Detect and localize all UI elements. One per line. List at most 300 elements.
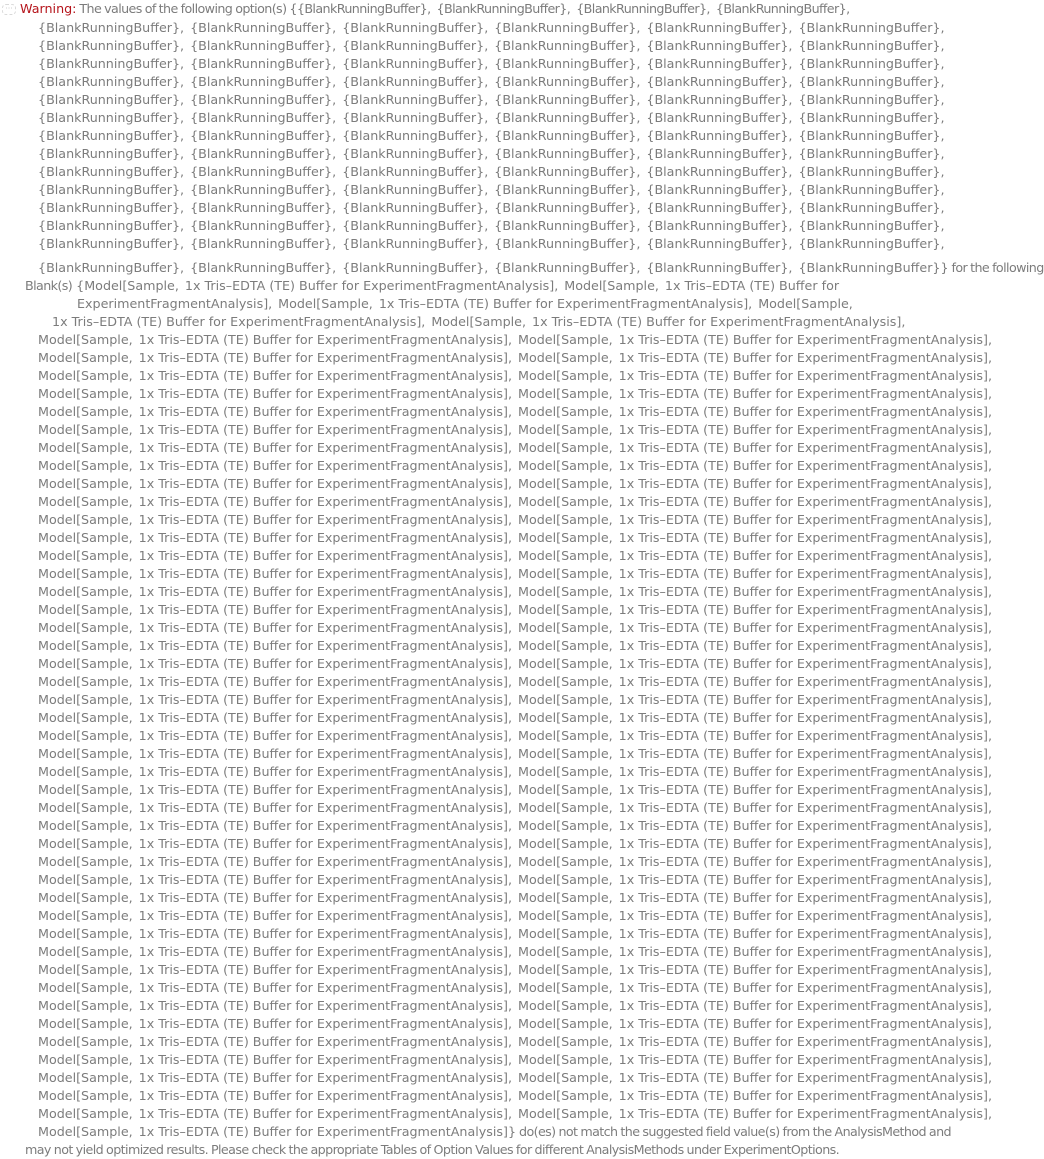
list-brace: } — [940, 260, 949, 275]
option-value: {BlankRunningBuffer} — [494, 200, 637, 215]
model-head: Model — [38, 494, 77, 509]
model-type: Sample, — [561, 1034, 613, 1049]
model-name: 1x Tris–EDTA (TE) Buffer for ExperimentFragmentAnalysis — [618, 782, 984, 797]
option-value: {BlankRunningBuffer} — [494, 128, 637, 143]
model-head: Model — [38, 566, 77, 581]
model-type: Sample, — [81, 782, 133, 797]
message-line: Model[Sample, 1x Tris–EDTA (TE) Buffer for ExperimentFragmentAnalysis], Model[Sample, 1x Tris–EDTA (TE) Buffer for ExperimentFragmentAnalysis], — [38, 1070, 993, 1085]
model-name: 1x Tris–EDTA (TE) Buffer for ExperimentFragmentAnalysis — [618, 1088, 984, 1103]
message-line — [0, 1141, 839, 1159]
model-head: Model — [518, 386, 557, 401]
ellipsis-icon[interactable]: ··· — [2, 4, 16, 15]
model-head: Model — [518, 710, 557, 725]
option-value: {BlankRunningBuffer} — [190, 110, 333, 125]
message-line: {BlankRunningBuffer}, {BlankRunningBuffer}, {BlankRunningBuffer}, {BlankRunningBuffer}, {BlankRunningBuffer}, {BlankRunningBuffer}, — [38, 164, 945, 179]
option-value: {BlankRunningBuffer} — [38, 56, 181, 71]
option-value: {BlankRunningBuffer} — [342, 146, 485, 161]
model-head: Model — [278, 296, 317, 311]
model-head: Model — [38, 548, 77, 563]
model-name: 1x Tris–EDTA (TE) Buffer for ExperimentFragmentAnalysis — [618, 1016, 984, 1031]
option-value: {BlankRunningBuffer} — [342, 74, 485, 89]
option-value: {BlankRunningBuffer} — [190, 56, 333, 71]
model-type: Sample, — [81, 692, 133, 707]
option-value: {BlankRunningBuffer} — [494, 182, 637, 197]
option-value: {BlankRunningBuffer} — [798, 146, 941, 161]
message-line: Model[Sample, 1x Tris–EDTA (TE) Buffer for ExperimentFragmentAnalysis], Model[Sample, 1x Tris–EDTA (TE) Buffer for ExperimentFragmentAnalysis], — [38, 458, 993, 473]
model-head: Model — [38, 890, 77, 905]
option-value: {BlankRunningBuffer} — [342, 92, 485, 107]
model-type: Sample, — [561, 602, 613, 617]
model-head: Model — [38, 854, 77, 869]
model-head: Model — [38, 458, 77, 473]
model-type: Sample, — [81, 584, 133, 599]
message-line: Model[Sample, 1x Tris–EDTA (TE) Buffer for ExperimentFragmentAnalysis], Model[Sample, 1x Tris–EDTA (TE) Buffer for ExperimentFragmentAnalysis], — [38, 926, 993, 941]
model-type: Sample, — [561, 458, 613, 473]
list-brace: { — [76, 278, 85, 293]
model-head: Model — [38, 818, 77, 833]
option-value: {BlankRunningBuffer} — [798, 236, 941, 251]
model-head: Model — [518, 1070, 557, 1085]
model-type: Sample, — [561, 800, 613, 815]
model-head: Model — [431, 314, 470, 329]
model-head: Model — [38, 1124, 77, 1139]
model-type: Sample, — [81, 836, 133, 851]
model-type: Sample, — [81, 620, 133, 635]
option-value: {BlankRunningBuffer} — [646, 128, 789, 143]
model-type: Sample, — [561, 1070, 613, 1085]
model-head: Model — [518, 890, 557, 905]
model-head: Model — [518, 926, 557, 941]
model-type: Sample, — [81, 746, 133, 761]
option-value: {BlankRunningBuffer} — [342, 236, 485, 251]
model-type: Sample, — [561, 890, 613, 905]
model-head: Model — [38, 800, 77, 815]
option-value: {BlankRunningBuffer} — [342, 218, 485, 233]
model-head: Model — [38, 764, 77, 779]
message-line: Model[Sample, 1x Tris–EDTA (TE) Buffer for ExperimentFragmentAnalysis], Model[Sample, 1x Tris–EDTA (TE) Buffer for ExperimentFragmentAnalysis], — [38, 872, 993, 887]
model-name: 1x Tris–EDTA (TE) Buffer for ExperimentFragmentAnalysis — [618, 656, 984, 671]
model-name: 1x Tris–EDTA (TE) Buffer for ExperimentFragmentAnalysis — [138, 440, 504, 455]
model-type: Sample, — [561, 386, 613, 401]
message-line: Model[Sample, 1x Tris–EDTA (TE) Buffer for ExperimentFragmentAnalysis], Model[Sample, 1x Tris–EDTA (TE) Buffer for ExperimentFragmentAnalysis], — [38, 836, 993, 851]
model-type: Sample, — [561, 332, 613, 347]
model-name: 1x Tris–EDTA (TE) Buffer for ExperimentFragmentAnalysis — [138, 530, 504, 545]
model-head: Model — [518, 440, 557, 455]
model-type: Sample, — [81, 818, 133, 833]
message-line: Model[Sample, 1x Tris–EDTA (TE) Buffer for ExperimentFragmentAnalysis], Model[Sample, 1x Tris–EDTA (TE) Buffer for ExperimentFragmentAnalysis], — [38, 566, 993, 581]
message-line: Model[Sample, 1x Tris–EDTA (TE) Buffer for ExperimentFragmentAnalysis], Model[Sample, 1x Tris–EDTA (TE) Buffer for ExperimentFragmentAnalysis], — [38, 350, 993, 365]
model-type: Sample, — [561, 548, 613, 563]
option-value: {BlankRunningBuffer} — [494, 38, 637, 53]
model-head: Model — [38, 386, 77, 401]
message-line: Model[Sample, 1x Tris–EDTA (TE) Buffer for ExperimentFragmentAnalysis], Model[Sample, 1x Tris–EDTA (TE) Buffer for ExperimentFragmentAnalysis], — [38, 332, 993, 347]
model-name: 1x Tris–EDTA (TE) Buffer for ExperimentFragmentAnalysis — [618, 818, 984, 833]
model-type: Sample, — [81, 854, 133, 869]
model-head: Model — [38, 404, 77, 419]
model-head: Model — [518, 422, 557, 437]
model-name: 1x Tris–EDTA (TE) Buffer for ExperimentFragmentAnalysis — [52, 314, 417, 329]
option-value: {BlankRunningBuffer} — [190, 182, 333, 197]
option-value: {BlankRunningBuffer} — [798, 260, 941, 275]
model-head: Model — [38, 728, 77, 743]
model-name: 1x Tris–EDTA (TE) Buffer for ExperimentFragmentAnalysis — [618, 926, 984, 941]
model-type: Sample, — [561, 674, 613, 689]
model-name: 1x Tris–EDTA (TE) Buffer for ExperimentFragmentAnalysis — [618, 890, 984, 905]
model-name: 1x Tris–EDTA (TE) Buffer for ExperimentFragmentAnalysis — [618, 800, 984, 815]
model-type: Sample, — [561, 1052, 613, 1067]
model-head: Model — [518, 728, 557, 743]
model-head: Model — [84, 278, 123, 293]
model-head: Model — [518, 692, 557, 707]
blank-label-text: Blank(s) — [25, 278, 73, 293]
model-type: Sample, — [561, 926, 613, 941]
model-head: Model — [38, 350, 77, 365]
model-type: Sample, — [81, 728, 133, 743]
option-value: {BlankRunningBuffer} — [798, 74, 941, 89]
model-head: Model — [38, 782, 77, 797]
model-head: Model — [38, 944, 77, 959]
option-value: {BlankRunningBuffer} — [190, 92, 333, 107]
model-name: 1x Tris–EDTA (TE) Buffer for ExperimentFragmentAnalysis — [618, 584, 984, 599]
model-name: 1x Tris–EDTA (TE) Buffer for ExperimentFragmentAnalysis — [618, 1106, 984, 1121]
model-head: Model — [518, 494, 557, 509]
option-value: {BlankRunningBuffer} — [576, 1, 707, 16]
model-name: 1x Tris–EDTA (TE) Buffer for ExperimentFragmentAnalysis — [378, 296, 744, 311]
model-name: 1x Tris–EDTA (TE) Buffer for ExperimentFragmentAnalysis — [138, 1052, 504, 1067]
option-value: {BlankRunningBuffer} — [342, 20, 485, 35]
model-head: Model — [38, 1070, 77, 1085]
option-value: {BlankRunningBuffer} — [494, 20, 637, 35]
message-line: Model[Sample, 1x Tris–EDTA (TE) Buffer for ExperimentFragmentAnalysis], Model[Sample, 1x Tris–EDTA (TE) Buffer for ExperimentFragmentAnalysis], — [38, 584, 993, 599]
list-brace: } — [507, 1124, 517, 1139]
model-head: Model — [518, 332, 557, 347]
model-type: Sample, — [81, 674, 133, 689]
option-value: {BlankRunningBuffer} — [494, 218, 637, 233]
model-head: Model — [518, 530, 557, 545]
model-type: Sample, — [561, 1106, 613, 1121]
message-line: Model[Sample, 1x Tris–EDTA (TE) Buffer for ExperimentFragmentAnalysis], Model[Sample, 1x Tris–EDTA (TE) Buffer for ExperimentFragmentAnalysis], — [38, 692, 993, 707]
option-value: {BlankRunningBuffer} — [646, 92, 789, 107]
model-type: Sample, — [81, 1016, 133, 1031]
message-conclusion-text: may not yield optimized results. Please check the appropriate Tables of Option Values for different AnalysisMethods under ExperimentOptions. — [25, 1142, 840, 1157]
model-name: 1x Tris–EDTA (TE) Buffer for ExperimentFragmentAnalysis — [138, 836, 504, 851]
model-name: 1x Tris–EDTA (TE) Buffer for ExperimentFragmentAnalysis — [138, 908, 504, 923]
option-value: {BlankRunningBuffer} — [190, 236, 333, 251]
model-type: Sample, — [81, 404, 133, 419]
message-line: Model[Sample, 1x Tris–EDTA (TE) Buffer for ExperimentFragmentAnalysis], Model[Sample, 1x Tris–EDTA (TE) Buffer for ExperimentFragmentAnalysis], — [38, 656, 993, 671]
message-line: Model[Sample, 1x Tris–EDTA (TE) Buffer for ExperimentFragmentAnalysis], Model[Sample, 1x Tris–EDTA (TE) Buffer for ExperimentFragmentAnalysis], — [38, 800, 993, 815]
option-value: {BlankRunningBuffer} — [798, 218, 941, 233]
option-value: {BlankRunningBuffer} — [646, 20, 789, 35]
option-value: {BlankRunningBuffer} — [190, 74, 333, 89]
option-value: {BlankRunningBuffer} — [38, 200, 181, 215]
model-type: Sample, — [561, 476, 613, 491]
model-type: Sample, — [81, 638, 133, 653]
model-head: Model — [518, 1106, 557, 1121]
model-name: 1x Tris–EDTA (TE) Buffer for ExperimentFragmentAnalysis — [618, 1070, 984, 1085]
model-head: Model — [38, 1034, 77, 1049]
model-head: Model — [518, 944, 557, 959]
message-line: {BlankRunningBuffer}, {BlankRunningBuffer}, {BlankRunningBuffer}, {BlankRunningBuffer}, {BlankRunningBuffer}, {BlankRunningBuffer}, — [38, 38, 945, 53]
message-line: {BlankRunningBuffer}, {BlankRunningBuffer}, {BlankRunningBuffer}, {BlankRunningBuffer}, {BlankRunningBuffer}, {BlankRunningBuffer}} for the following — [38, 260, 1044, 275]
option-value: {BlankRunningBuffer} — [190, 146, 333, 161]
model-head: Model — [518, 512, 557, 527]
model-name: 1x Tris–EDTA (TE) Buffer for ExperimentFragmentAnalysis — [618, 944, 984, 959]
message-line: {BlankRunningBuffer}, {BlankRunningBuffer}, {BlankRunningBuffer}, {BlankRunningBuffer}, {BlankRunningBuffer}, {BlankRunningBuffer}, — [38, 146, 945, 161]
option-value: {BlankRunningBuffer} — [494, 236, 637, 251]
model-type: Sample, — [81, 350, 133, 365]
model-type: Sample, — [81, 548, 133, 563]
model-type: Sample, — [561, 1016, 613, 1031]
model-name: 1x Tris–EDTA (TE) Buffer for ExperimentFragmentAnalysis — [618, 548, 984, 563]
model-name: 1x Tris–EDTA (TE) Buffer for ExperimentFragmentAnalysis — [138, 350, 504, 365]
option-value: {BlankRunningBuffer} — [190, 20, 333, 35]
model-name: 1x Tris–EDTA (TE) Buffer for ExperimentFragmentAnalysis — [618, 674, 984, 689]
option-value: {BlankRunningBuffer} — [342, 56, 485, 71]
model-type: Sample, — [561, 350, 613, 365]
message-line: Model[Sample, 1x Tris–EDTA (TE) Buffer for ExperimentFragmentAnalysis], Model[Sample, 1x Tris–EDTA (TE) Buffer for ExperimentFragmentAnalysis], — [38, 674, 993, 689]
model-head: Model — [518, 854, 557, 869]
list-brace: { — [289, 1, 297, 16]
model-name: 1x Tris–EDTA (TE) Buffer for ExperimentFragmentAnalysis — [618, 512, 984, 527]
message-line: Model[Sample, 1x Tris–EDTA (TE) Buffer for ExperimentFragmentAnalysis], Model[Sample, 1x Tris–EDTA (TE) Buffer for ExperimentFragmentAnalysis], — [38, 782, 993, 797]
message-line: Model[Sample, 1x Tris–EDTA (TE) Buffer for ExperimentFragmentAnalysis], Model[Sample, 1x Tris–EDTA (TE) Buffer for ExperimentFragmentAnalysis], — [38, 386, 993, 401]
message-line: {BlankRunningBuffer}, {BlankRunningBuffer}, {BlankRunningBuffer}, {BlankRunningBuffer}, {BlankRunningBuffer}, {BlankRunningBuffer}, — [38, 200, 945, 215]
model-name: 1x Tris–EDTA (TE) Buffer for ExperimentFragmentAnalysis — [138, 710, 504, 725]
model-name: 1x Tris–EDTA (TE) Buffer for ExperimentFragmentAnalysis — [138, 692, 504, 707]
model-name: 1x Tris–EDTA (TE) Buffer for ExperimentFragmentAnalysis — [618, 530, 984, 545]
model-head: Model — [518, 656, 557, 671]
model-head: Model — [38, 980, 77, 995]
model-name: 1x Tris–EDTA (TE) Buffer for ExperimentFragmentAnalysis — [618, 908, 984, 923]
message-line: Model[Sample, 1x Tris–EDTA (TE) Buffer for ExperimentFragmentAnalysis], Model[Sample, 1x Tris–EDTA (TE) Buffer for ExperimentFragmentAnalysis], — [38, 1034, 993, 1049]
option-value: {BlankRunningBuffer} — [342, 164, 485, 179]
message-intro: The values of the following option(s) — [79, 1, 287, 16]
model-head: Model — [518, 1088, 557, 1103]
option-value: {BlankRunningBuffer} — [342, 200, 485, 215]
model-name: 1x Tris–EDTA (TE) Buffer for ExperimentFragmentAnalysis — [138, 1124, 504, 1139]
option-value: {BlankRunningBuffer} — [38, 38, 181, 53]
model-name: 1x Tris–EDTA (TE) Buffer for ExperimentFragmentAnalysis — [138, 386, 504, 401]
model-name: 1x Tris–EDTA (TE) Buffer for ExperimentFragmentAnalysis — [138, 476, 504, 491]
model-type: Sample, — [561, 962, 613, 977]
model-type: Sample, — [81, 368, 133, 383]
message-line: Model[Sample, 1x Tris–EDTA (TE) Buffer for ExperimentFragmentAnalysis], Model[Sample, 1x Tris–EDTA (TE) Buffer for ExperimentFragmentAnalysis], — [38, 530, 993, 545]
option-value: {BlankRunningBuffer} — [646, 236, 789, 251]
model-type: Sample, — [561, 998, 613, 1013]
option-value: {BlankRunningBuffer} — [646, 38, 789, 53]
blank-label — [25, 278, 72, 293]
message-line: ExperimentFragmentAnalysis], Model[Sample, 1x Tris–EDTA (TE) Buffer for ExperimentFragmentAnalysis], Model[Sample, — [77, 296, 853, 311]
message-line: Model[Sample, 1x Tris–EDTA (TE) Buffer for ExperimentFragmentAnalysis], Model[Sample, 1x Tris–EDTA (TE) Buffer for ExperimentFragmentAnalysis], — [38, 746, 993, 761]
message-line: {BlankRunningBuffer}, {BlankRunningBuffer}, {BlankRunningBuffer}, {BlankRunningBuffer}, {BlankRunningBuffer}, {BlankRunningBuffer}, — [38, 236, 945, 251]
model-name: 1x Tris–EDTA (TE) Buffer for ExperimentFragmentAnalysis — [618, 386, 984, 401]
message-line: Model[Sample, 1x Tris–EDTA (TE) Buffer for ExperimentFragmentAnalysis], Model[Sample, 1x Tris–EDTA (TE) Buffer for ExperimentFragmentAnalysis], — [38, 980, 993, 995]
model-type: Sample, — [127, 278, 179, 293]
message-line: Model[Sample, 1x Tris–EDTA (TE) Buffer for ExperimentFragmentAnalysis], Model[Sample, 1x Tris–EDTA (TE) Buffer for ExperimentFragmentAnalysis], — [38, 854, 993, 869]
model-name: 1x Tris–EDTA (TE) Buffer for ExperimentFragmentAnalysis — [138, 566, 504, 581]
message-line: {BlankRunningBuffer}, {BlankRunningBuffer}, {BlankRunningBuffer}, {BlankRunningBuffer}, {BlankRunningBuffer}, {BlankRunningBuffer}, — [38, 56, 945, 71]
model-name: 1x Tris–EDTA (TE) Buffer for ExperimentFragmentAnalysis — [618, 476, 984, 491]
model-type: Sample, — [561, 818, 613, 833]
message-line: Model[Sample, 1x Tris–EDTA (TE) Buffer for ExperimentFragmentAnalysis], Model[Sample, 1x Tris–EDTA (TE) Buffer for ExperimentFragmentAnalysis], — [38, 440, 993, 455]
model-name: 1x Tris–EDTA (TE) Buffer for ExperimentFragmentAnalysis — [618, 458, 984, 473]
message-line: Model[Sample, 1x Tris–EDTA (TE) Buffer for ExperimentFragmentAnalysis], Model[Sample, 1x Tris–EDTA (TE) Buffer for ExperimentFragmentAnalysis], — [38, 728, 993, 743]
model-type: Sample, — [81, 872, 133, 887]
option-value: {BlankRunningBuffer} — [296, 1, 428, 16]
model-name: 1x Tris–EDTA (TE) Buffer for ExperimentFragmentAnalysis — [618, 728, 984, 743]
model-type: Sample, — [561, 440, 613, 455]
option-value: {BlankRunningBuffer} — [190, 200, 333, 215]
model-name: 1x Tris–EDTA (TE) Buffer for ExperimentFragmentAnalysis — [618, 350, 984, 365]
message-line: {BlankRunningBuffer}, {BlankRunningBuffer}, {BlankRunningBuffer}, {BlankRunningBuffer}, {BlankRunningBuffer}, {BlankRunningBuffer}, — [38, 92, 945, 107]
option-value: {BlankRunningBuffer} — [342, 182, 485, 197]
model-name: 1x Tris–EDTA (TE) Buffer for ExperimentFragmentAnalysis — [138, 1034, 504, 1049]
model-name: 1x Tris–EDTA (TE) Buffer for ExperimentFragmentAnalysis — [138, 890, 504, 905]
model-type: Sample, — [561, 620, 613, 635]
option-value: {BlankRunningBuffer} — [342, 128, 485, 143]
model-name: 1x Tris–EDTA (TE) Buffer for ExperimentFragmentAnalysis — [138, 782, 504, 797]
model-name: 1x Tris–EDTA (TE) Buffer for ExperimentFragmentAnalysis — [138, 962, 504, 977]
model-type: Sample, — [81, 512, 133, 527]
model-type: Sample, — [561, 692, 613, 707]
model-type: Sample, — [81, 566, 133, 581]
model-name: 1x Tris–EDTA (TE) Buffer for ExperimentFragmentAnalysis — [138, 512, 504, 527]
model-head: Model — [38, 422, 77, 437]
option-value: {BlankRunningBuffer} — [798, 56, 941, 71]
model-name: 1x Tris–EDTA (TE) Buffer for ExperimentFragmentAnalysis — [618, 962, 984, 977]
model-name: 1x Tris–EDTA (TE) Buffer for ExperimentFragmentAnalysis — [618, 494, 984, 509]
model-type: Sample, — [81, 764, 133, 779]
model-type: Sample, — [81, 908, 133, 923]
option-value: {BlankRunningBuffer} — [38, 110, 181, 125]
model-type: Sample, — [561, 656, 613, 671]
model-head: Model — [518, 566, 557, 581]
message-line: Model[Sample, 1x Tris–EDTA (TE) Buffer for ExperimentFragmentAnalysis], Model[Sample, 1x Tris–EDTA (TE) Buffer for ExperimentFragmentAnalysis], — [38, 620, 993, 635]
model-name: 1x Tris–EDTA (TE) Buffer for ExperimentFragmentAnalysis — [138, 746, 504, 761]
model-head: Model — [518, 476, 557, 491]
model-name: 1x Tris–EDTA (TE) Buffer for ExperimentFragmentAnalysis — [138, 854, 504, 869]
message-conclusion — [516, 1124, 951, 1139]
model-head: Model — [38, 512, 77, 527]
message-line: Model[Sample, 1x Tris–EDTA (TE) Buffer for ExperimentFragmentAnalysis], Model[Sample, 1x Tris–EDTA (TE) Buffer for ExperimentFragmentAnalysis], — [38, 764, 993, 779]
model-type: Sample, — [607, 278, 659, 293]
model-head: Model — [518, 998, 557, 1013]
model-head: Model — [518, 962, 557, 977]
model-name: 1x Tris–EDTA (TE) Buffer for ExperimentFragmentAnalysis — [138, 980, 504, 995]
model-name: 1x Tris–EDTA (TE) Buffer for ExperimentFragmentAnalysis — [138, 332, 504, 347]
message-line: Model[Sample, 1x Tris–EDTA (TE) Buffer for ExperimentFragmentAnalysis]} do(es) not match the suggested field value(s) from the AnalysisMethod and — [38, 1124, 951, 1139]
message-line: 1x Tris–EDTA (TE) Buffer for ExperimentFragmentAnalysis], Model[Sample, 1x Tris–EDTA (TE) Buffer for ExperimentFragmentAnalysis], — [52, 314, 906, 329]
model-type: Sample, — [561, 530, 613, 545]
model-head: Model — [38, 368, 77, 383]
model-name: 1x Tris–EDTA (TE) Buffer for ExperimentFragmentAnalysis — [618, 566, 984, 581]
option-value: {BlankRunningBuffer} — [38, 128, 181, 143]
model-type: Sample, — [561, 908, 613, 923]
model-type: Sample, — [561, 764, 613, 779]
model-head: Model — [518, 764, 557, 779]
option-value: {BlankRunningBuffer} — [342, 38, 485, 53]
model-name: 1x Tris–EDTA (TE) Buffer for ExperimentFragmentAnalysis — [138, 638, 504, 653]
model-name: 1x Tris–EDTA (TE) Buffer for ExperimentFragmentAnalysis — [138, 422, 504, 437]
model-type: Sample, — [81, 494, 133, 509]
message-line: Model[Sample, 1x Tris–EDTA (TE) Buffer for ExperimentFragmentAnalysis], Model[Sample, 1x Tris–EDTA (TE) Buffer for ExperimentFragmentAnalysis], — [38, 818, 993, 833]
model-head: Model — [38, 746, 77, 761]
message-connector-text: for the following — [951, 260, 1044, 275]
model-type: Sample, — [81, 1052, 133, 1067]
model-type: Sample, — [561, 746, 613, 761]
model-name: 1x Tris–EDTA (TE) Buffer for ExperimentFragmentAnalysis — [138, 602, 504, 617]
model-head: Model — [518, 368, 557, 383]
model-head: Model — [38, 998, 77, 1013]
option-value: {BlankRunningBuffer} — [715, 1, 847, 16]
model-type: Sample, — [561, 836, 613, 851]
message-line: Model[Sample, 1x Tris–EDTA (TE) Buffer for ExperimentFragmentAnalysis], Model[Sample, 1x Tris–EDTA (TE) Buffer for ExperimentFragmentAnalysis], — [38, 422, 993, 437]
message-line: {BlankRunningBuffer}, {BlankRunningBuffer}, {BlankRunningBuffer}, {BlankRunningBuffer}, {BlankRunningBuffer}, {BlankRunningBuffer}, — [38, 110, 945, 125]
model-head: Model — [518, 800, 557, 815]
model-head: Model — [518, 548, 557, 563]
model-head: Model — [518, 1034, 557, 1049]
message-line: Model[Sample, 1x Tris–EDTA (TE) Buffer for ExperimentFragmentAnalysis], Model[Sample, 1x Tris–EDTA (TE) Buffer for ExperimentFragmentAnalysis], — [38, 998, 993, 1013]
model-name: 1x Tris–EDTA (TE) Buffer for ExperimentFragmentAnalysis — [618, 872, 984, 887]
model-head: Model — [38, 476, 77, 491]
message-line: Model[Sample, 1x Tris–EDTA (TE) Buffer for ExperimentFragmentAnalysis], Model[Sample, 1x Tris–EDTA (TE) Buffer for ExperimentFragmentAnalysis], — [38, 1052, 993, 1067]
model-head: Model — [518, 782, 557, 797]
model-type: Sample, — [81, 1034, 133, 1049]
model-name: 1x Tris–EDTA (TE) Buffer for ExperimentFragmentAnalysis — [138, 548, 504, 563]
model-name: 1x Tris–EDTA (TE) Buffer for ExperimentFragmentAnalysis — [138, 584, 504, 599]
model-head: Model — [518, 350, 557, 365]
model-name: 1x Tris–EDTA (TE) Buffer for ExperimentFragmentAnalysis — [138, 764, 504, 779]
model-head: Model — [38, 584, 77, 599]
model-head: Model — [38, 620, 77, 635]
option-value: {BlankRunningBuffer} — [798, 128, 941, 143]
message-line: Model[Sample, 1x Tris–EDTA (TE) Buffer for ExperimentFragmentAnalysis], Model[Sample, 1x Tris–EDTA (TE) Buffer for ExperimentFragmentAnalysis], — [38, 1016, 993, 1031]
option-value: {BlankRunningBuffer} — [798, 38, 941, 53]
message-line: Model[Sample, 1x Tris–EDTA (TE) Buffer for ExperimentFragmentAnalysis], Model[Sample, 1x Tris–EDTA (TE) Buffer for ExperimentFragmentAnalysis], — [38, 548, 993, 563]
option-value: {BlankRunningBuffer} — [342, 260, 485, 275]
model-type: Sample, — [561, 584, 613, 599]
model-name: 1x Tris–EDTA (TE) Buffer for ExperimentFragmentAnalysis — [138, 998, 504, 1013]
model-name: 1x Tris–EDTA (TE) Buffer for ExperimentFragmentAnalysis — [138, 1106, 504, 1121]
model-name: 1x Tris–EDTA (TE) Buffer for ExperimentFragmentAnalysis — [138, 620, 504, 635]
message-line: Model[Sample, 1x Tris–EDTA (TE) Buffer for ExperimentFragmentAnalysis], Model[Sample, 1x Tris–EDTA (TE) Buffer for ExperimentFragmentAnalysis], — [38, 962, 993, 977]
model-name: 1x Tris–EDTA (TE) Buffer for ExperimentFragmentAnalysis — [618, 638, 984, 653]
model-type: Sample, — [561, 566, 613, 581]
option-value: {BlankRunningBuffer} — [38, 218, 181, 233]
message-line: Warning: The values of the following option(s) {{BlankRunningBuffer}, {BlankRunningBuffer}, {BlankRunningBuffer}, {BlankRunningBuffer}, — [20, 1, 850, 16]
model-name: 1x Tris–EDTA (TE) Buffer for ExperimentFragmentAnalysis — [618, 980, 984, 995]
option-value: {BlankRunningBuffer} — [798, 20, 941, 35]
option-value: {BlankRunningBuffer} — [436, 1, 567, 16]
model-head: Model — [38, 872, 77, 887]
model-type: Sample, — [81, 998, 133, 1013]
model-name: 1x Tris–EDTA (TE) Buffer for ExperimentFragmentAnalysis — [138, 944, 504, 959]
model-type: Sample, — [81, 602, 133, 617]
model-type: Sample, — [81, 422, 133, 437]
option-value: {BlankRunningBuffer} — [646, 200, 789, 215]
model-type: Sample, — [561, 1088, 613, 1103]
option-value: {BlankRunningBuffer} — [494, 146, 637, 161]
message-line: Blank(s) {Model[Sample, 1x Tris–EDTA (TE) Buffer for ExperimentFragmentAnalysis], Model[Sample, 1x Tris–EDTA (TE) Buffer for — [25, 278, 840, 293]
model-name: 1x Tris–EDTA (TE) Buffer for ExperimentFragmentAnalysis — [618, 440, 984, 455]
model-head: Model — [38, 926, 77, 941]
model-name: 1x Tris–EDTA (TE) Buffer for ExperimentFragmentAnalysis — [138, 926, 504, 941]
model-head: Model — [38, 962, 77, 977]
model-name: 1x Tris–EDTA (TE) Buffer for ExperimentFragmentAnalysis — [618, 692, 984, 707]
model-head: Model — [518, 1052, 557, 1067]
message-line: Model[Sample, 1x Tris–EDTA (TE) Buffer for ExperimentFragmentAnalysis], Model[Sample, 1x Tris–EDTA (TE) Buffer for ExperimentFragmentAnalysis], — [38, 368, 993, 383]
